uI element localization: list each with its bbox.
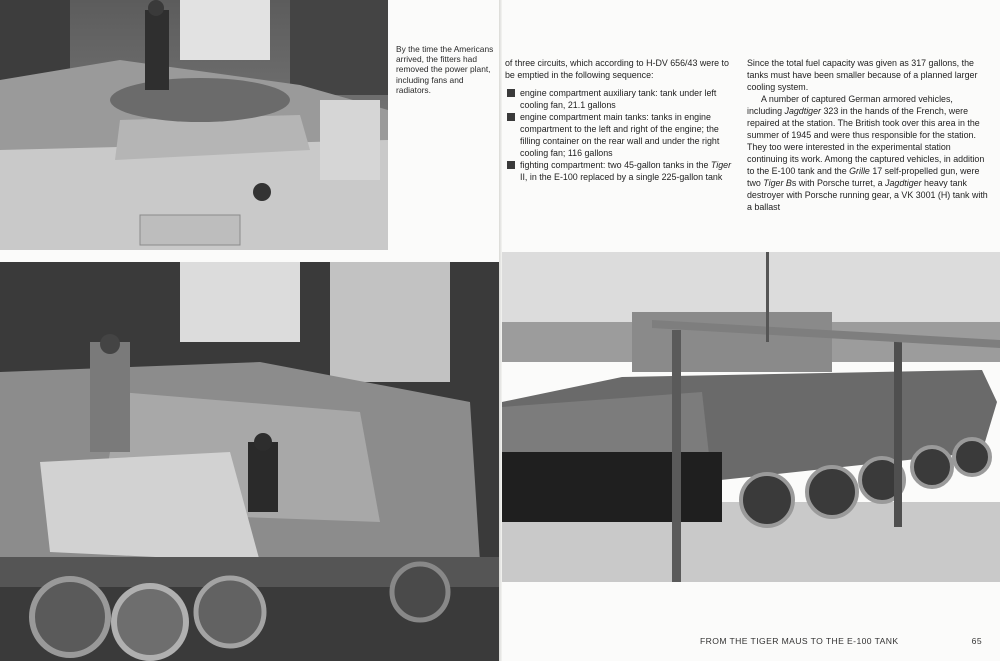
para-italic: Tiger B bbox=[763, 178, 792, 188]
list-item-text: fighting compartment: two 45-gallon tanks in the bbox=[520, 160, 711, 170]
list-item bbox=[505, 111, 733, 159]
list-item-text: engine compartment main tanks: tanks in engine compartment to the left and right of the engine; the filling container on the rear wall and under the right cooling fan; 116 gallons bbox=[520, 112, 720, 158]
text-column-2 bbox=[747, 57, 988, 213]
list-item bbox=[505, 87, 733, 111]
para-text: 17 self-propelled gun, were two bbox=[747, 166, 980, 188]
list-item-text: II, in the E-100 replaced by a single 225-gallon tank bbox=[520, 172, 723, 182]
list-item bbox=[505, 159, 733, 183]
running-title: FROM THE TIGER MAUS TO THE E-100 TANK bbox=[700, 636, 899, 646]
fuel-tank-list bbox=[505, 87, 733, 183]
photo-workshop-hull bbox=[0, 262, 499, 661]
column1-intro: of three circuits, which according to H-DV 656/43 were to be emptied in the following sequence: bbox=[505, 58, 729, 80]
column2-para2 bbox=[747, 93, 988, 213]
para-italic: Jagdtiger bbox=[784, 106, 822, 116]
para-text: heavy tank destroyer with Porsche running gear, a VK 3001 (H) tank with a ballast bbox=[747, 178, 988, 212]
page-number: 65 bbox=[971, 636, 982, 646]
para-italic: Jagdtiger bbox=[885, 178, 922, 188]
photo-hull-with-soldier bbox=[0, 0, 388, 250]
list-item-text: engine compartment auxiliary tank: tank under left cooling fan, 21.1 gallons bbox=[520, 88, 717, 110]
para-italic: Grille bbox=[849, 166, 870, 176]
para-text: s with Porsche turret, a bbox=[791, 178, 886, 188]
photo-e100-hull-outdoors bbox=[502, 252, 1000, 582]
square-bullet-icon bbox=[507, 89, 515, 97]
photo-caption bbox=[396, 44, 500, 95]
page-footer bbox=[700, 636, 982, 646]
square-bullet-icon bbox=[507, 161, 515, 169]
caption-text: By the time the Americans arrived, the fitters had removed the power plant, including fans and radiators. bbox=[396, 44, 494, 95]
list-item-italic: Tiger bbox=[710, 160, 732, 170]
para-text: 323 in the hands of the French, were repaired at the station. The British took over this area in the summer of 1945 and were thus responsible for the station. They too were interested in the experimental station continuing its work. Among the captured vehicles, in addition to the E-100 tank and the bbox=[747, 106, 985, 176]
para-text: A number of captured German armored vehicles, including bbox=[747, 94, 953, 116]
square-bullet-icon bbox=[507, 113, 515, 121]
column2-para1: Since the total fuel capacity was given as 317 gallons, the tanks must have been smaller because of a planned larger cooling system. bbox=[747, 58, 978, 92]
text-column-1 bbox=[505, 57, 733, 183]
